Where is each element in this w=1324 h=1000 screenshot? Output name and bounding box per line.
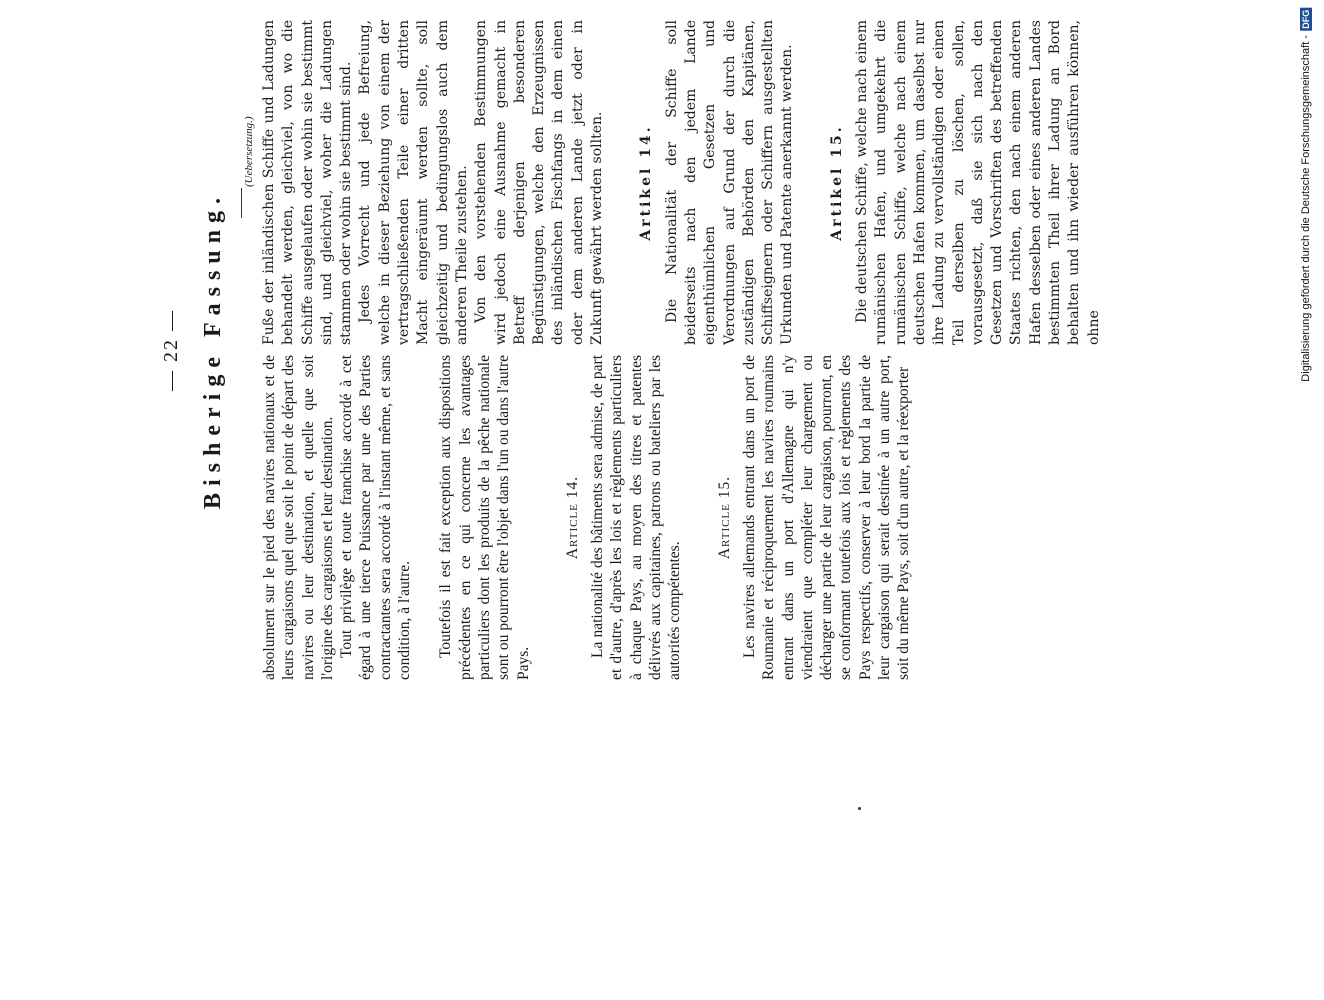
spacer: [414, 355, 436, 680]
spacer: [607, 20, 629, 345]
title-rule: [241, 188, 242, 218]
paragraph: Die deutschen Schiffe, welche nach einem rumänischen Hafen, und umgekehrt die rumänischen Schiffe, welche nach einem deutschen Hafen kommen, um daselbst nur ihre Ladung zu vervollständigen oder einen Teil derselben zu löschen, sollen, vorausgesetzt, daß sie sich nach den Gesetzen und Vorschriften des betreffenden Staates richten, den nach einem anderen Hafen desselben oder eines anderen Landes bestimmten Theil ihrer Ladung an Bord behalten und ihn wieder ausführen können, ohne: [854, 20, 1102, 345]
french-column: [260, 355, 914, 680]
paragraph: Fuße der inländischen Schiffe und Ladungen behandelt werden, gleichviel, von wo die Schiffe ausgelaufen oder wohin sie bestimmt sind, und gleichviel, woher die Ladungen stammen oder wohin sie bestimmt sind.: [261, 20, 355, 345]
artikel-15-heading: Artikel 15.: [828, 124, 845, 241]
spacer: [798, 20, 820, 345]
paragraph: absolument sur le pied des navires nationaux et de leurs cargaisons quel que soit le point de départ des navires ou leur destination, et quelle que soit l'origine des cargaisons et leur destination.: [261, 355, 336, 680]
digitization-credit: [1300, 8, 1312, 382]
paragraph: Jedes Vorrecht und jede Befreiung, welche in dieser Beziehung von einem der vertragschließenden Teile einer dritten Macht eingeräumt werden sollte, soll gleichzeitig und bedingungslos auch dem anderen Theile zustehen.: [357, 20, 470, 345]
document-page: [140, 0, 1140, 700]
paragraph: Von den vorstehenden Bestimmungen wird jedoch eine Ausnahme gemacht in Betreff derjenigen besonderen Begünstigungen, welche den Erzeugnissen des inländischen Fischfangs in dem einen oder dem anderen Lande jetzt oder in Zukunft gewährt werden sollten.: [473, 20, 606, 345]
spacer: [533, 355, 555, 680]
credit-text: Digitalisierung gefördert durch die Deutsche Forschungsgemeinschaft -: [1300, 35, 1312, 382]
paragraph: La nationalité des bâtiments sera admise, de part et d'autre, d'après les lois et règlements particuliers à chaque Pays, au moyen des titres et patentes délivrés aux capitaines, patrons ou bateliers par les autorités compétentes.: [589, 355, 684, 680]
dfg-logo: DFG: [1301, 10, 1311, 29]
ink-dot: [858, 807, 861, 810]
paragraph: Die Nationalität der Schiffe soll beiderseits nach den jedem Lande eigenthümlichen Gesetzen und Verordnungen auf Grund der durch die zuständigen Behörden den Kapitänen, Schiffseignern oder Schiffern ausgestellten Urkunden und Patente anerkannt werden.: [663, 20, 796, 345]
translation-note: (Uebersetzung.): [243, 116, 255, 187]
spacer: [685, 355, 707, 680]
german-column: [260, 20, 1104, 345]
page-title: Bisherige Fassung.: [200, 190, 226, 510]
paragraph: Toutefois il est fait exception aux dispositions précédentes en ce qui concerne les avantages particuliers dont les produits de la pêche nationale sont ou pourront être l'objet dans l'un ou dans l'autre Pays.: [437, 355, 532, 680]
article-14-heading: Article 14.: [563, 475, 581, 560]
paragraph: Les navires allemands entrant dans un port de Roumanie et réciproquement les navires roumains entrant dans un port d'Allemagne qui n'y viendraient que compléter leur chargement ou décharger une partie de leur cargaison, pourront, en se conformant toutefois aux lois et règlements des Pays respectifs, conserver à leur bord la partie de leur cargaison qui serait destinée à un autre port, soit du même Pays, soit d'un autre, et la réexporter: [740, 355, 913, 680]
artikel-14-heading: Artikel 14.: [638, 124, 655, 241]
paragraph: Tout privilège et toute franchise accordé à cet égard à une tierce Puissance par une des Parties contractantes sera accordé à l'instant même, et sans condition, à l'autre.: [338, 355, 414, 680]
page-number: — 22 —: [160, 309, 182, 391]
article-15-heading: Article 15.: [715, 475, 733, 560]
